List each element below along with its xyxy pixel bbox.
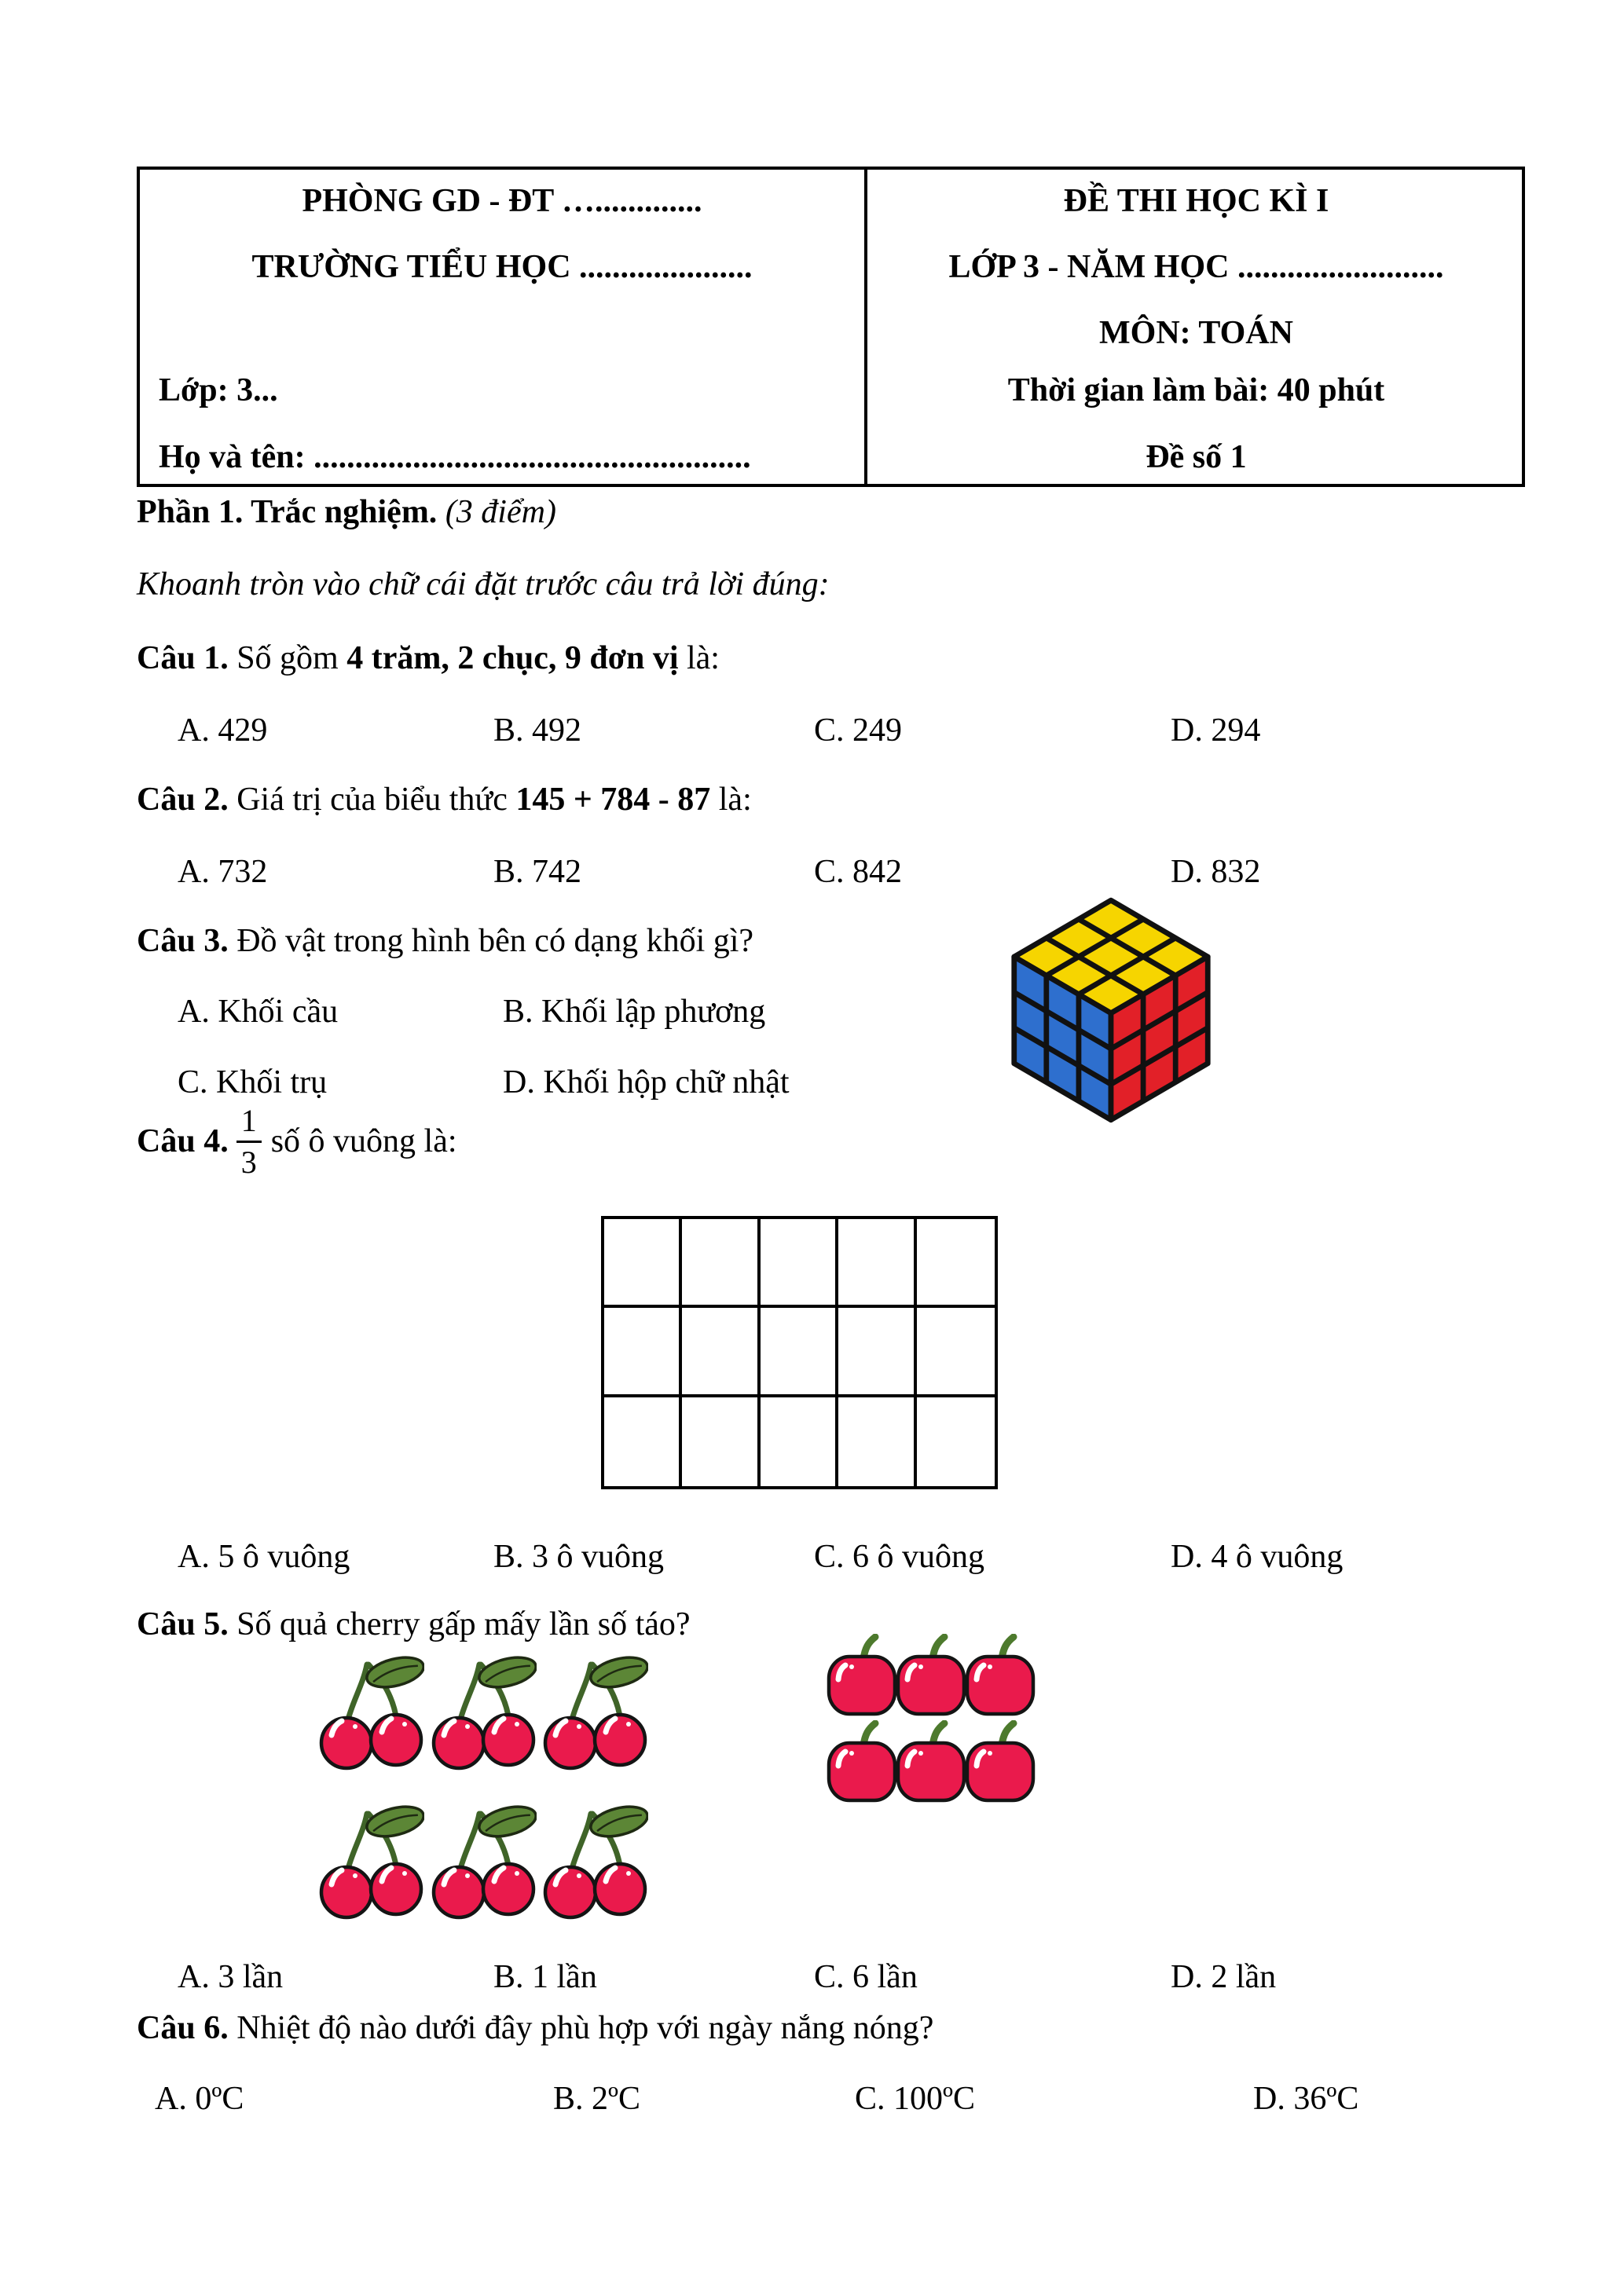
apple-figure [826, 1720, 898, 1803]
apple-figure [964, 1634, 1036, 1716]
exam-class-year: LỚP 3 - NĂM HỌC ......................... [948, 249, 1444, 285]
option-d: D. 4 ô vuông [1171, 1539, 1344, 1575]
option-a: A. 732 [178, 854, 268, 890]
question-1-label: Câu 1. [137, 640, 229, 676]
square-grid-figure [601, 1216, 998, 1489]
grid-cell [838, 1308, 916, 1397]
option-a: A. 0ºC [155, 2081, 244, 2117]
apple-figure [964, 1720, 1036, 1803]
question-5-label: Câu 5. [137, 1606, 229, 1642]
question-6-label: Câu 6. [137, 2010, 229, 2046]
cherry-bunch-figure [318, 1652, 424, 1771]
question-3 [137, 917, 753, 965]
header-school-cell [140, 170, 864, 484]
question-2-bold-text: 145 + 784 - 87 [515, 782, 711, 818]
option-a: A. 429 [178, 712, 268, 749]
question-1-options [0, 707, 1624, 754]
question-5-text: Số quả cherry gấp mấy lần số táo? [228, 1606, 691, 1642]
option-a: A. 5 ô vuông [178, 1539, 350, 1575]
question-6-text: Nhiệt độ nào dưới đây phù hợp với ngày nắng nóng? [228, 2010, 934, 2046]
question-2-text: Giá trị của biểu thức [228, 782, 516, 818]
cherry-bunch-figure [431, 1652, 537, 1771]
school-line: TRƯỜNG TIỂU HỌC ..................... [251, 249, 753, 285]
question-1 [137, 635, 720, 682]
fraction-one-third [236, 1103, 262, 1181]
option-b: B. 2ºC [553, 2081, 641, 2117]
grid-cell [682, 1219, 760, 1308]
grid-cell [761, 1219, 838, 1308]
option-d: D. 2 lần [1171, 1959, 1277, 1995]
exam-number: Đề số 1 [1146, 439, 1247, 475]
fraction-denominator: 3 [240, 1144, 257, 1180]
option-d: D. 294 [1171, 712, 1261, 749]
option-b: B. 492 [493, 712, 582, 749]
question-4-options [0, 1533, 1624, 1580]
question-2-label: Câu 2. [137, 782, 229, 818]
section-title: Phần 1. Trắc nghiệm. [137, 494, 438, 530]
rubik-cube-icon [1008, 894, 1214, 1123]
question-5-options [0, 1954, 1624, 2001]
option-b: B. 3 ô vuông [493, 1539, 665, 1575]
grid-cell [917, 1397, 995, 1486]
apple-figure [895, 1634, 967, 1716]
option-c: C. 6 ô vuông [814, 1539, 985, 1575]
apple-figure [895, 1720, 967, 1803]
grid-cell [682, 1308, 760, 1397]
grid-cell [917, 1308, 995, 1397]
question-2-options [0, 848, 1624, 895]
grid-cell [604, 1308, 682, 1397]
student-name-line: Họ và tên: ..................................................... [159, 439, 751, 475]
question-4 [137, 1096, 457, 1187]
option-d: D. 36ºC [1253, 2081, 1359, 2117]
header-exam-cell [864, 170, 1525, 484]
option-a: A. 3 lần [178, 1959, 284, 1995]
option-c: C. 249 [814, 712, 903, 749]
cherry-bunch-figure [318, 1801, 424, 1921]
exam-subject: MÔN: TOÁN [1099, 315, 1293, 351]
question-6 [137, 2005, 933, 2052]
grid-cell [838, 1397, 916, 1486]
fraction-numerator: 1 [236, 1103, 262, 1143]
option-a: A. Khối cầu [178, 994, 339, 1030]
grid-cell [604, 1397, 682, 1486]
question-3-label: Câu 3. [137, 923, 229, 959]
apple-figure [826, 1634, 898, 1716]
section-heading [137, 489, 556, 536]
question-4-text: số ô vuông là: [270, 1123, 457, 1159]
rubik-cube-figure [1008, 894, 1214, 1123]
cherry-bunch-figure [431, 1801, 537, 1921]
cherry-bunch-figure [542, 1801, 648, 1921]
question-5 [137, 1601, 691, 1648]
department-line: PHÒNG GD - ĐT …............. [302, 183, 702, 219]
question-4-label: Câu 4. [137, 1123, 229, 1159]
question-2-text-end: là: [710, 782, 752, 818]
question-3-text: Đồ vật trong hình bên có dạng khối gì? [228, 923, 754, 959]
option-b: B. 1 lần [493, 1959, 597, 1995]
question-6-options [0, 2075, 1624, 2122]
option-c: C. 6 lần [814, 1959, 918, 1995]
exam-duration: Thời gian làm bài: 40 phút [1007, 372, 1385, 408]
option-c: C. 100ºC [855, 2081, 976, 2117]
grid-cell [761, 1397, 838, 1486]
grid-cell [682, 1397, 760, 1486]
grid-cell [917, 1219, 995, 1308]
exam-title: ĐỀ THI HỌC KÌ I [1063, 183, 1329, 219]
option-d: D. Khối hộp chữ nhật [503, 1064, 790, 1100]
question-1-text-end: là: [678, 640, 720, 676]
option-c: C. 842 [814, 854, 903, 890]
question-1-bold-text: 4 trăm, 2 chục, 9 đơn vị [346, 640, 679, 676]
option-b: B. 742 [493, 854, 582, 890]
class-line: Lớp: 3... [159, 372, 278, 408]
question-1-text: Số gồm [228, 640, 347, 676]
question-3-options-row-1 [0, 988, 1624, 1035]
grid-cell [761, 1308, 838, 1397]
option-d: D. 832 [1171, 854, 1261, 890]
exam-header-table [137, 167, 1525, 487]
grid-cell [604, 1219, 682, 1308]
section-instruction: Khoanh tròn vào chữ cái đặt trước câu trả lời đúng: [137, 566, 830, 602]
cherry-bunch-figure [542, 1652, 648, 1771]
option-c: C. Khối trụ [178, 1064, 328, 1100]
section-points: (3 điểm) [445, 494, 556, 530]
question-2 [137, 776, 752, 823]
option-b: B. Khối lập phương [503, 994, 766, 1030]
grid-cell [838, 1219, 916, 1308]
